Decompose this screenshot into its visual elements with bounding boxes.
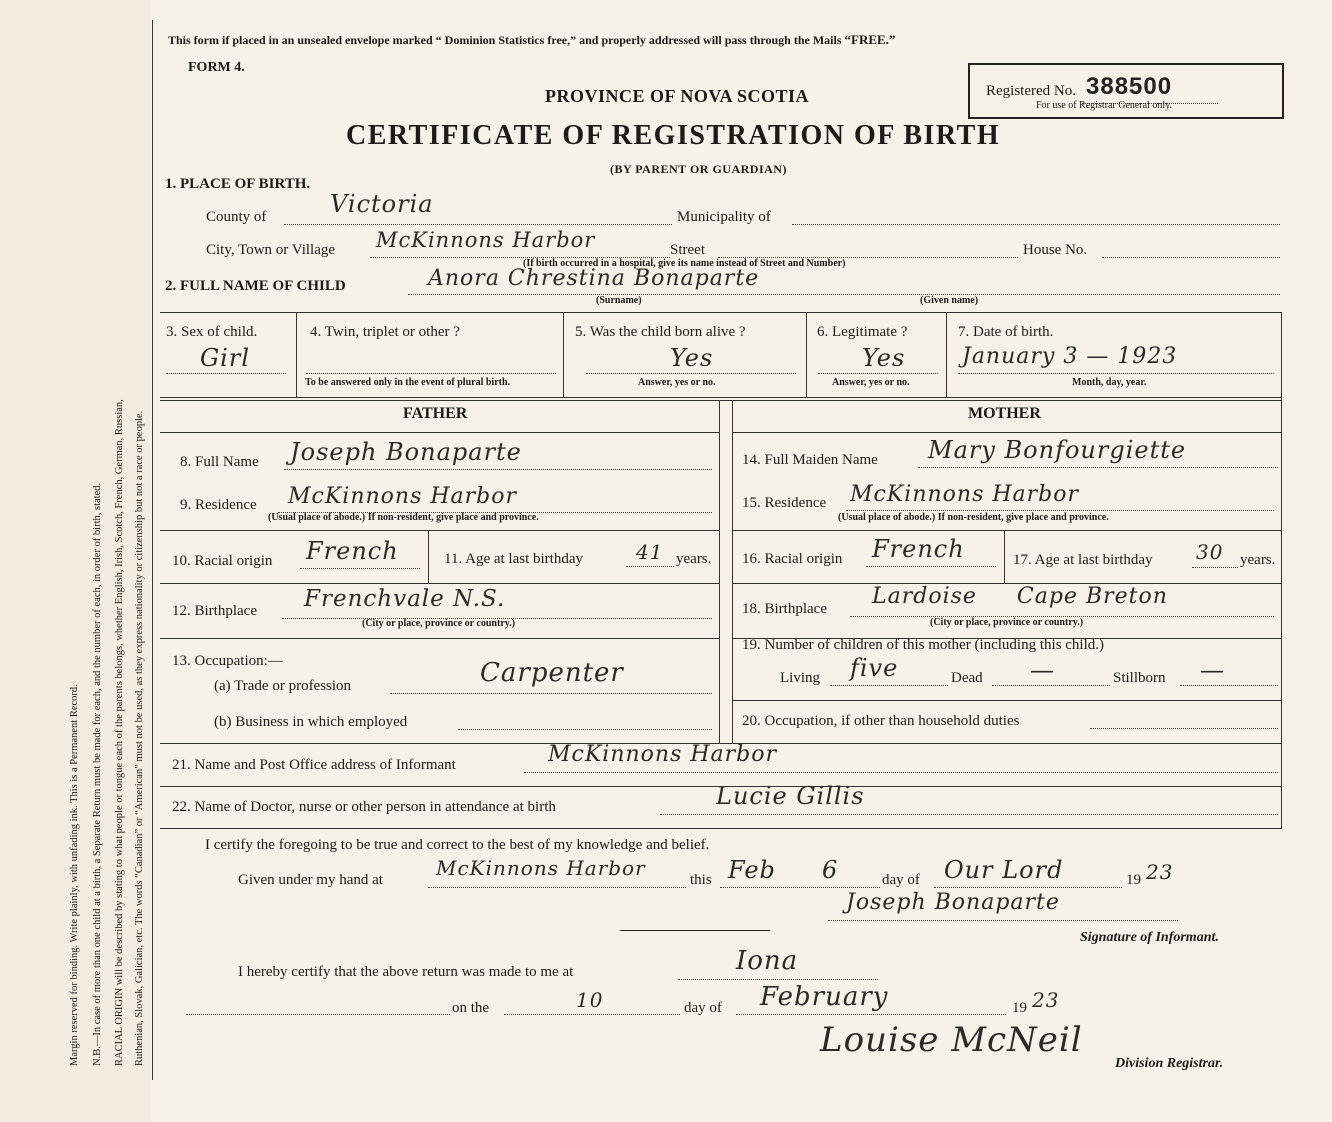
father-birthplace-note: (City or place, province or country.) [362,618,516,629]
place-heading: 1. PLACE OF BIRTH. [165,176,311,192]
margin-text-3: RACIAL ORIGIN will be described by stating to what people or tongue each of the parents belongs, whether English, Irish, Scotch, French, German, Russian, [114,399,125,1066]
registrar-label: I hereby certify that the above return was made to me at [238,964,574,980]
registration-number: 388500 [1086,73,1173,100]
mother-residence-label: 15. Residence [742,495,827,511]
legitimate-value: Yes [862,344,906,372]
stillborn-label: Stillborn [1113,670,1166,686]
dead-value: — [1030,656,1055,684]
occupation-label: 13. Occupation:— [172,653,283,669]
registration-year-prefix: 19 [1012,1000,1027,1016]
municipality-label: Municipality of [677,209,771,225]
day-number-value: 6 [822,856,839,884]
father-name-value: Joseph Bonaparte [290,438,522,466]
surname-note: (Surname) [596,295,642,306]
mother-name-value: Mary Bonfourgiette [928,436,1187,464]
mother-residence-note: (Usual place of abode.) If non-resident, give place and province. [838,512,1109,523]
informant-label: 21. Name and Post Office address of Informant [172,757,456,773]
city-value: McKinnons Harbor [376,228,596,252]
registration-year-value: 23 [1032,988,1060,1012]
father-heading: FATHER [403,405,468,422]
twin-label: 4. Twin, triplet or other ? [310,324,460,340]
legitimate-note: Answer, yes or no. [832,377,910,388]
registration-label: Registered No. [986,83,1076,99]
page-subtitle: (BY PARENT OR GUARDIAN) [610,162,787,176]
registration-note: For use of Registrar General only. [1036,100,1172,111]
father-residence-note: (Usual place of abode.) If non-resident, give place and province. [268,512,539,523]
registration-month-value: February [760,982,889,1012]
page-title: CERTIFICATE OF REGISTRATION OF BIRTH [346,120,1001,151]
mother-name-label: 14. Full Maiden Name [742,452,878,468]
street-label: Street [670,242,705,258]
father-name-label: 8. Full Name [180,454,259,470]
registration-day-value: 10 [576,988,604,1012]
signature-label: Signature of Informant. [1080,930,1219,945]
sex-label: 3. Sex of child. [166,324,258,340]
father-birthplace-label: 12. Birthplace [172,603,257,619]
county-value: Victoria [330,190,434,218]
father-age-label: 11. Age at last birthday [444,551,583,567]
division-registrar-label: Division Registrar. [1115,1056,1224,1071]
father-race-label: 10. Racial origin [172,553,273,569]
dob-label: 7. Date of birth. [958,324,1054,340]
county-label: County of [206,209,267,225]
father-residence-value: McKinnons Harbor [288,484,518,509]
mail-notice: This form if placed in an unsealed envelope marked “ Dominion Statistics free,” and properly addressed will pass through the Mails “FREE.” [168,32,896,47]
mother-birthplace-label: 18. Birthplace [742,601,827,617]
on-the-label: on the [452,1000,490,1016]
registrar-signature: Louise McNeil [820,1020,1083,1060]
mother-residence-value: McKinnons Harbor [850,482,1080,507]
province-title: PROVINCE OF NOVA SCOTIA [545,86,810,106]
this-label: this [690,872,712,888]
child-name-label: 2. FULL NAME OF CHILD [165,278,346,294]
hospital-note: (If birth occurred in a hospital, give its name instead of Street and Number) [523,258,846,269]
father-years-label: years. [676,551,712,567]
form-number: FORM 4. [188,60,245,75]
doctor-label: 22. Name of Doctor, nurse or other person in attendance at birth [172,799,556,815]
twin-note: To be answered only in the event of plural birth. [305,377,511,388]
registration-box [968,63,1284,119]
living-label: Living [780,670,820,686]
margin-text-2: N.B.—In case of more than one child at a birth, a Separate Return must be made for each, and the number of each, in order of birth, stated. [92,482,103,1066]
mother-occupation-label: 20. Occupation, if other than household duties [742,713,1020,729]
given-label: Given under my hand at [238,872,383,888]
sex-value: Girl [200,344,250,372]
alive-label: 5. Was the child born alive ? [575,324,746,340]
mother-age-value: 30 [1196,540,1224,564]
mother-years-label: years. [1240,552,1276,568]
alive-note: Answer, yes or no. [638,377,716,388]
doctor-value: Lucie Gillis [716,782,865,810]
mother-birthplace-note: (City or place, province or country.) [930,617,1084,628]
legitimate-label: 6. Legitimate ? [817,324,908,340]
margin-rule [152,20,153,1080]
business-label: (b) Business in which employed [214,714,408,730]
margin-text-1: Margin reserved for binding. Write plainly, with unfading ink. This is a Permanent Record. [69,684,80,1066]
father-residence-label: 9. Residence [180,497,257,513]
mother-race-value: French [872,535,965,563]
father-birthplace-value: Frenchvale N.S. [304,586,506,612]
mother-heading: MOTHER [968,405,1041,422]
year-value: 23 [1146,860,1174,884]
informant-signature: Joseph Bonaparte [846,890,1060,915]
day-of-value: Our Lord [944,856,1064,884]
certify-statement: I certify the foregoing to be true and correct to the best of my knowledge and belief. [205,837,710,853]
children-label: 19. Number of children of this mother (including this child.) [742,637,1105,653]
given-note: (Given name) [920,295,979,306]
year-prefix: 19 [1126,872,1141,888]
father-age-value: 41 [636,540,664,564]
registrar-place-value: Iona [736,946,799,976]
stillborn-value: — [1200,656,1225,684]
dob-note: Month, day, year. [1072,377,1147,388]
given-place-value: McKinnons Harbor [436,856,646,880]
mother-age-label: 17. Age at last birthday [1013,552,1153,568]
trade-label: (a) Trade or profession [214,678,352,694]
day-of-label: day of [882,872,920,888]
child-name-value: Anora Chrestina Bonaparte [428,266,760,291]
father-race-value: French [306,537,399,565]
alive-value: Yes [670,344,714,372]
this-value: Feb [728,856,776,884]
dead-label: Dead [951,670,983,686]
dob-value: January 3 — 1923 [962,344,1178,369]
informant-value: McKinnons Harbor [548,742,778,767]
registration-day-of-label: day of [684,1000,722,1016]
city-label: City, Town or Village [206,242,336,258]
house-label: House No. [1023,242,1088,258]
trade-value: Carpenter [480,658,624,688]
margin-text-4: Ruthenian, Slovak, Galician, etc. The words “Canadian” or “American” must not be used, as they express nationality or citizenship but not a race or people. [134,410,145,1066]
mother-birthplace-value: Lardoise Cape Breton [872,584,1168,609]
mother-race-label: 16. Racial origin [742,551,843,567]
living-value: five [850,654,899,682]
